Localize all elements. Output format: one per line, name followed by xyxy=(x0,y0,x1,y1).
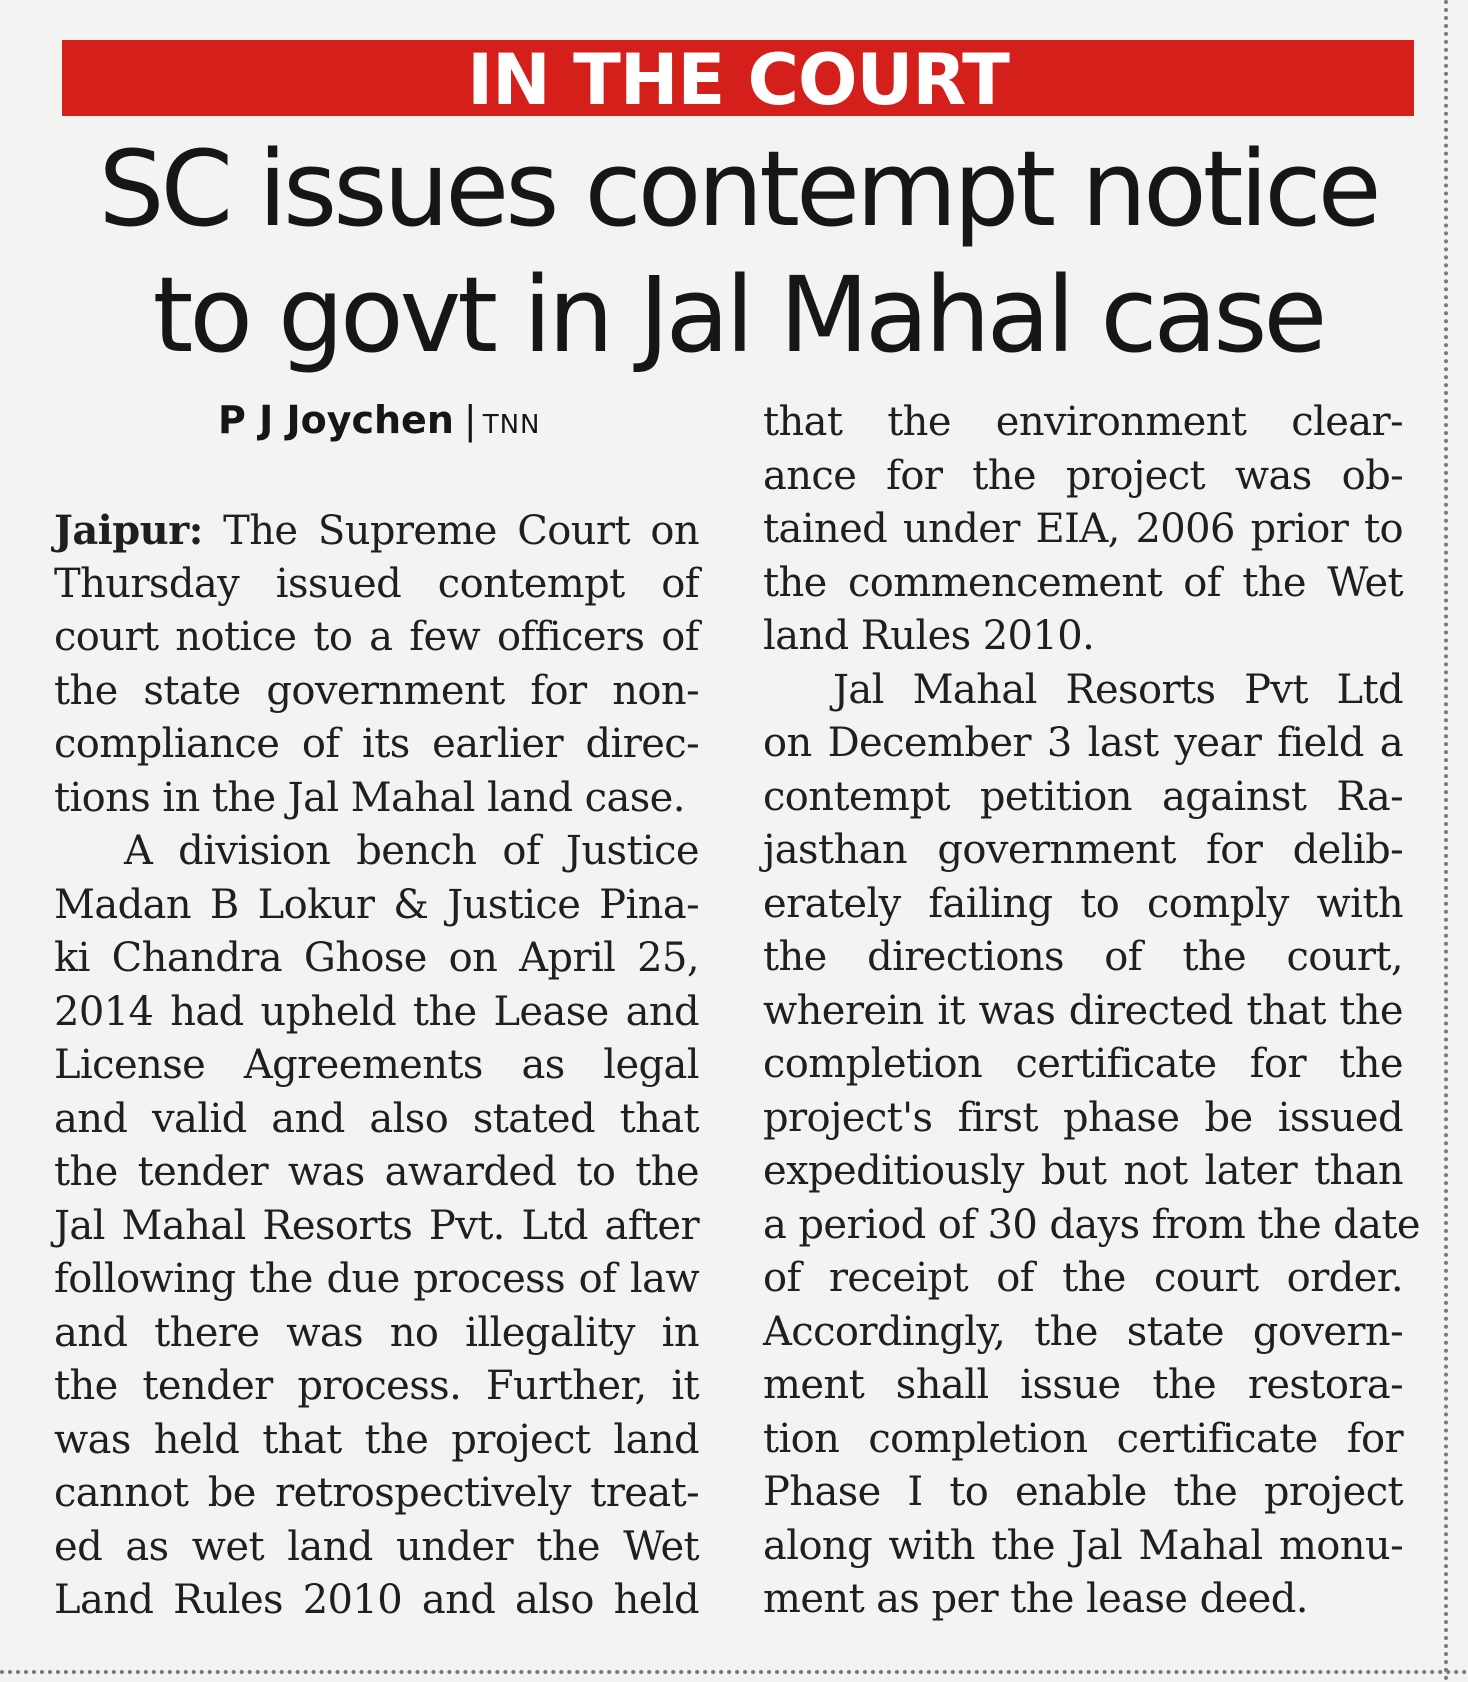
article-line: a period of 30 days from the date xyxy=(763,1201,1420,1248)
article-line: and valid and also stated that xyxy=(54,1095,699,1142)
article-line: 2014 had upheld the Lease and xyxy=(54,988,699,1035)
article-line: of receipt of the court order. xyxy=(763,1255,1403,1301)
article-line: the tender was awarded to the xyxy=(54,1149,699,1195)
article-line: Jal Mahal Resorts Pvt Ltd xyxy=(833,666,1403,713)
article-line: Thursday issued contempt of xyxy=(54,560,699,607)
article-line: Madan B Lokur & Justice Pina- xyxy=(54,881,699,928)
article-line: land Rules 2010. xyxy=(763,613,1095,659)
byline-agency: TNN xyxy=(482,410,541,440)
article-line: A division bench of Justice xyxy=(124,828,699,874)
article-line: Jal Mahal Resorts Pvt. Ltd after xyxy=(54,1202,699,1249)
article-line: ki Chandra Ghose on April 25, xyxy=(54,935,699,981)
article-line: Accordingly, the state govern- xyxy=(763,1308,1403,1355)
article-line: ment shall issue the restora- xyxy=(763,1362,1403,1408)
byline-author: P J Joychen xyxy=(218,398,454,442)
article-line: ance for the project was ob- xyxy=(763,452,1403,499)
article-line: on December 3 last year field a xyxy=(763,720,1403,766)
article-line xyxy=(54,504,699,558)
article-line: Land Rules 2010 and also held xyxy=(54,1577,699,1623)
article-line: erately failing to comply with xyxy=(763,880,1403,927)
article-line: jasthan government for delib- xyxy=(763,827,1403,873)
article-line: the state government for non- xyxy=(54,667,699,714)
article-line: contempt petition against Ra- xyxy=(763,773,1403,820)
article-line: ed as wet land under the Wet xyxy=(54,1523,699,1570)
article-line: ment as per the lease deed. xyxy=(763,1576,1308,1622)
article-line: and there was no illegality in xyxy=(54,1309,699,1356)
article-line-text: The Supreme Court on xyxy=(223,508,699,554)
article-line: expeditiously but not later than xyxy=(763,1148,1403,1194)
article-line: compliance of its earlier direc- xyxy=(54,721,699,767)
article-line: project's first phase be issued xyxy=(763,1094,1403,1141)
article-line: tion completion certificate for xyxy=(763,1415,1403,1462)
article-line: that the environment clear- xyxy=(763,399,1403,445)
byline xyxy=(218,398,540,442)
article-line: tained under EIA, 2006 prior to xyxy=(763,506,1403,552)
article-line: License Agreements as legal xyxy=(54,1042,699,1088)
dateline: Jaipur: xyxy=(54,507,203,554)
article-column-right xyxy=(763,396,1420,1627)
section-banner xyxy=(62,39,1414,121)
headline: SC issues contempt notice to govt in Jal Mahal case xyxy=(98,128,1378,376)
article-line: the tender process. Further, it xyxy=(54,1363,699,1409)
article-line: wherein it was directed that the xyxy=(763,987,1403,1034)
article-line: following the due process of law xyxy=(54,1256,699,1302)
article-line: the commencement of the Wet xyxy=(763,559,1403,606)
article-line: tions in the Jal Mahal land case. xyxy=(54,774,685,821)
byline-separator: | xyxy=(463,398,477,442)
article-line: the directions of the court, xyxy=(763,934,1403,980)
article-line: Phase I to enable the project xyxy=(763,1469,1403,1515)
article-line: completion certificate for the xyxy=(763,1041,1403,1087)
cut-line-bottom xyxy=(0,1670,1468,1674)
article-column-left xyxy=(54,504,699,1628)
cut-line-right xyxy=(1444,0,1448,1682)
article-line: court notice to a few officers of xyxy=(54,614,699,660)
section-label: IN THE COURT xyxy=(467,39,1009,121)
article-line: cannot be retrospectively treat- xyxy=(54,1470,699,1516)
article-line: along with the Jal Mahal monu- xyxy=(763,1522,1403,1569)
article-line: was held that the project land xyxy=(54,1416,699,1463)
